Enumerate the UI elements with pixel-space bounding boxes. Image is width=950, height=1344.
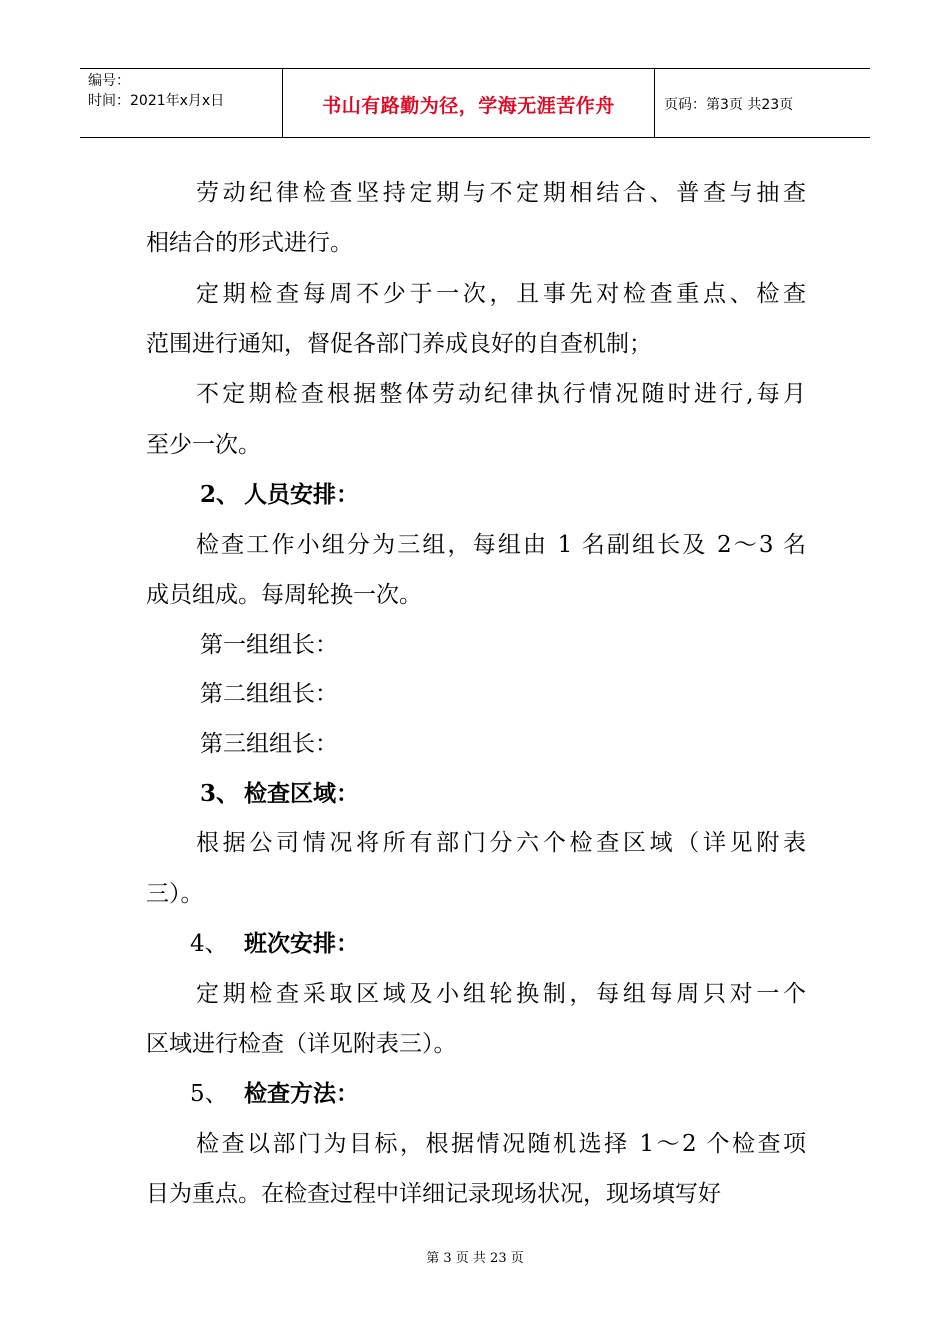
section-title: 检查方法： (244, 1080, 359, 1107)
paragraph-line: 不定期检查根据整体劳动纪律执行情况随时进行,每月 (196, 381, 806, 407)
group-leader-line: 第三组组长： (200, 731, 338, 757)
paragraph-line: 根据公司情况将所有部门分六个检查区域（详见附表 (196, 830, 806, 856)
paragraph-line: 目为重点。在检查过程中详细记录现场状况，现场填写好 (146, 1181, 721, 1207)
section-heading-3 (200, 779, 359, 809)
paragraph-line: 三）。 (146, 881, 204, 907)
paragraph-line: 劳动纪律检查坚持定期与不定期相结合、普查与抽查 (196, 180, 806, 206)
section-number: 4、 (190, 931, 228, 957)
document-header (80, 68, 870, 138)
section-number: 3、 (200, 780, 240, 807)
header-meta (88, 71, 224, 111)
paragraph-line: 检查工作小组分为三组，每组由 1 名副组长及 2～3 名 (196, 532, 806, 558)
paragraph-line: 检查以部门为目标，根据情况随机选择 1～2 个检查项 (196, 1131, 806, 1157)
paragraph-line: 相结合的形式进行。 (146, 230, 353, 256)
paragraph-line: 定期检查每周不少于一次，且事先对检查重点、检查 (196, 281, 806, 307)
code-label: 编号： (88, 73, 130, 89)
section-heading-5 (190, 1079, 359, 1109)
paragraph-line: 定期检查采取区域及小组轮换制，每组每周只对一个 (196, 981, 806, 1007)
section-heading-4 (190, 929, 359, 959)
section-title: 人员安排： (244, 481, 359, 508)
page-footer: 第 3 页 共 23 页 (426, 1251, 524, 1266)
paragraph-line: 范围进行通知，督促各部门养成良好的自查机制； (146, 331, 652, 357)
group-leader-line: 第二组组长： (200, 681, 338, 707)
section-title: 班次安排： (244, 930, 359, 957)
section-heading-2 (200, 480, 359, 510)
paragraph-line: 成员组成。每周轮换一次。 (146, 582, 422, 608)
paragraph-line: 至少一次。 (146, 432, 261, 458)
section-number: 5、 (190, 1081, 228, 1107)
group-leader-line: 第一组组长： (200, 632, 338, 658)
header-divider (654, 69, 655, 137)
header-motto: 书山有路勤为径，学海无涯苦作舟 (322, 95, 615, 117)
paragraph-line: 区域进行检查（详见附表三）。 (146, 1031, 457, 1057)
section-title: 检查区域： (244, 780, 359, 807)
section-number: 2、 (200, 481, 240, 508)
time-label: 时间：2021年x月x日 (88, 93, 225, 109)
header-page-info: 页码：第3页 共23页 (664, 97, 794, 113)
